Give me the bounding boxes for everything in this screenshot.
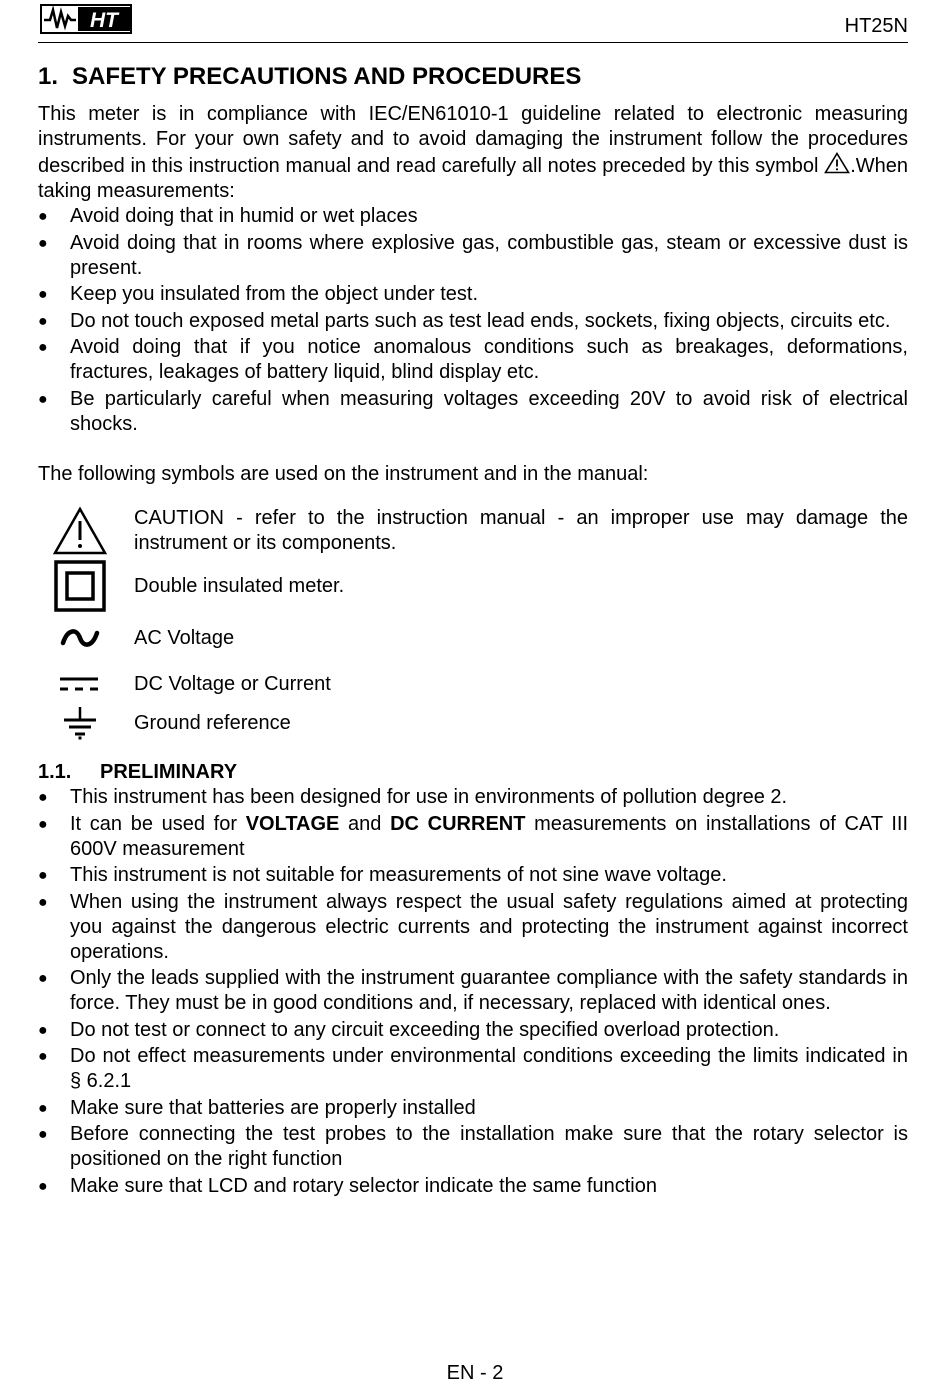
list-item: ● Before connecting the test probes to the installation make sure that the rotary selector is positioned on the right function <box>38 1123 908 1170</box>
ac-voltage-icon <box>60 626 100 650</box>
list-item: ● It can be used for VOLTAGE and DC CURRENT measurements on installations of CAT III 600V measurement <box>38 812 909 860</box>
page-header <box>38 0 908 43</box>
list-item: ● Avoid doing that if you notice anomalous conditions such as breakages, deformations, fractures, leakages of battery liquid, blind display etc. <box>38 336 908 383</box>
warning-triangle-icon <box>824 152 850 174</box>
bullet-icon: ● <box>38 312 48 330</box>
ht-logo <box>40 4 132 34</box>
bullet-icon: ● <box>38 1048 48 1065</box>
section-number: 1. <box>38 63 59 90</box>
intro-paragraph <box>38 102 908 204</box>
bullet-icon: ● <box>38 339 48 356</box>
document-code: HT25N <box>844 15 908 37</box>
bullet-icon: ● <box>38 234 48 252</box>
page-content <box>38 62 908 1200</box>
preliminary-bullet-list <box>38 785 908 1199</box>
symbols-intro: The following symbols are used on the instrument and in the manual: <box>38 463 649 485</box>
symbol-row <box>38 502 908 560</box>
voltage-emphasis: VOLTAGE <box>245 812 340 835</box>
page-number: EN - 2 <box>446 1362 504 1384</box>
bullet-icon: ● <box>38 893 48 911</box>
symbol-row <box>38 614 908 662</box>
bullet-icon: ● <box>38 1021 48 1039</box>
symbol-description: DC Voltage or Current <box>134 672 331 695</box>
list-item: ● Make sure that LCD and rotary selector indicate the same function <box>38 1174 657 1197</box>
caution-triangle-icon <box>52 506 108 556</box>
symbol-row <box>38 706 908 740</box>
bullet-icon: ● <box>38 815 48 833</box>
intro-text: This meter is in compliance with IEC/EN61010-1 guideline related to electronic measuring instruments. For your own safety and to avoid damaging the instrument follow the procedures described in this instruction manual and read carefully all notes preceded by this symbol <box>38 103 908 177</box>
list-item: ● Avoid doing that in rooms where explosive gas, combustible gas, steam or excessive dust is present. <box>38 231 908 279</box>
symbol-description: Ground reference <box>134 711 291 734</box>
bullet-icon: ● <box>38 1177 48 1195</box>
list-item: ● Make sure that batteries are properly installed <box>38 1096 476 1119</box>
double-insulation-icon <box>54 560 106 612</box>
section-heading <box>38 62 908 92</box>
symbol-description: Double insulated meter. <box>134 574 345 597</box>
bullet-icon: ● <box>38 970 48 987</box>
list-item: ● Do not test or connect to any circuit exceeding the specified overload protection. <box>38 1018 780 1041</box>
list-item: ● Avoid doing that in humid or wet places <box>38 205 418 227</box>
dc-voltage-icon <box>58 673 100 695</box>
bullet-icon: ● <box>38 390 48 408</box>
list-item: ● Only the leads supplied with the instrument guarantee compliance with the safety standards in force. They must be in good conditions and, if necessary, replaced with identical ones. <box>38 967 908 1014</box>
symbol-description: AC Voltage <box>134 626 235 649</box>
subsection-heading <box>38 760 908 785</box>
section-title: SAFETY PRECAUTIONS AND PROCEDURES <box>72 63 582 90</box>
intro-text-continued: .When taking measurements: <box>38 155 908 202</box>
list-item: ● This instrument has been designed for use in environments of pollution degree 2. <box>38 786 788 808</box>
list-item: ● When using the instrument always respect the usual safety regulations aimed at protecting you against the dangerous electric currents and protecting the instrument against incorrect operations. <box>38 890 908 963</box>
list-item: ● This instrument is not suitable for measurements of not sine wave voltage. <box>38 864 727 886</box>
symbol-row <box>38 558 908 614</box>
ground-icon <box>62 706 98 740</box>
list-item: ● Keep you insulated from the object under test. <box>38 283 479 305</box>
subsection-number: 1.1. <box>38 761 72 783</box>
list-item: ● Do not touch exposed metal parts such as test lead ends, sockets, fixing objects, circuits etc. <box>38 309 891 332</box>
symbols-table <box>38 502 908 740</box>
bullet-icon: ● <box>38 1099 48 1117</box>
bullet-icon: ● <box>38 1126 48 1143</box>
symbol-row <box>38 662 908 706</box>
list-item: ● Do not effect measurements under environmental conditions exceeding the limits indicated in § 6.2.1 <box>38 1045 908 1092</box>
safety-bullet-list <box>38 204 908 437</box>
bullet-icon: ● <box>38 789 48 806</box>
bullet-icon: ● <box>38 286 48 303</box>
dc-current-emphasis: DC CURRENT <box>390 812 526 835</box>
bullet-icon: ● <box>38 867 48 884</box>
symbol-description: CAUTION - refer to the instruction manual - an improper use may damage the instrument or its components. <box>134 507 908 554</box>
logo-text: HT <box>90 9 118 32</box>
bullet-icon: ● <box>38 208 48 225</box>
subsection-title: PRELIMINARY <box>100 761 238 783</box>
list-item: ● Be particularly careful when measuring voltages exceeding 20V to avoid risk of electrical shocks. <box>38 387 908 435</box>
